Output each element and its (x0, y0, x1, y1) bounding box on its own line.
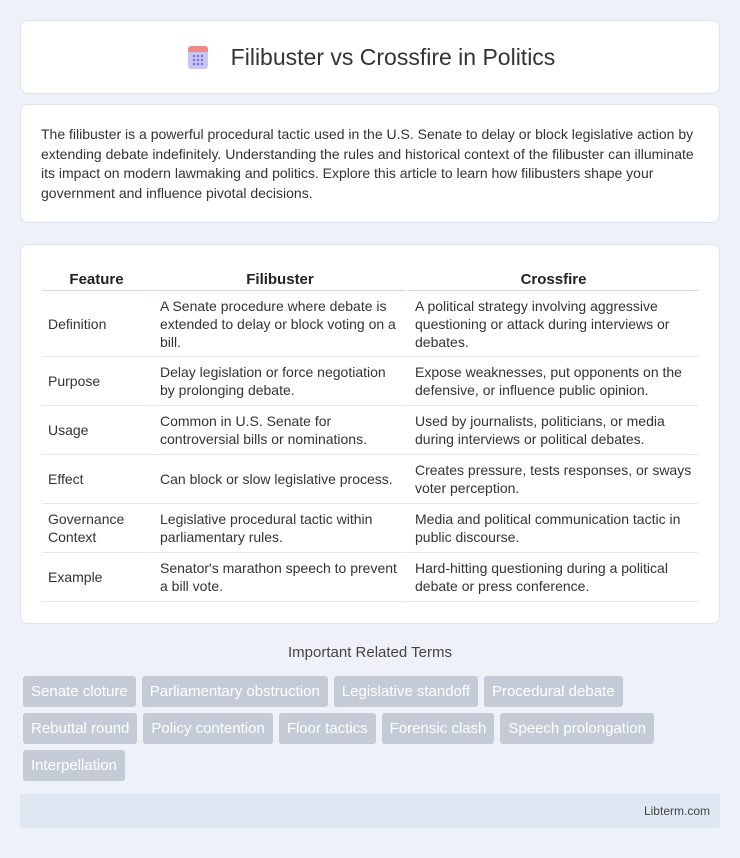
comparison-card (20, 244, 720, 624)
header-feature: Feature (42, 265, 151, 291)
row-crossfire: Hard-hitting questioning during a political debate or press conference. (406, 553, 698, 602)
comparison-table (42, 265, 698, 602)
related-term-tag[interactable]: Legislative standoff (334, 676, 478, 707)
header-card (20, 20, 720, 94)
footer (20, 794, 720, 828)
row-filibuster: Legislative procedural tactic within parliamentary rules. (151, 504, 406, 553)
row-filibuster: Can block or slow legislative process. (151, 455, 406, 504)
document-icon (185, 44, 211, 70)
related-terms-title: Important Related Terms (288, 644, 452, 661)
table-row (42, 291, 698, 357)
table-row (42, 406, 698, 455)
table-header-row (42, 265, 698, 291)
row-feature: Usage (42, 406, 151, 455)
row-crossfire: Media and political communication tactic in public discourse. (406, 504, 698, 553)
related-term-tag[interactable]: Speech prolongation (500, 713, 654, 744)
related-terms-list (23, 676, 723, 787)
table-row (42, 553, 698, 602)
title-wrap (185, 44, 556, 71)
header-crossfire: Crossfire (406, 265, 698, 291)
header-filibuster: Filibuster (151, 265, 406, 291)
table-row (42, 357, 698, 406)
row-crossfire: Expose weaknesses, put opponents on the defensive, or influence public opinion. (406, 357, 698, 406)
related-term-tag[interactable]: Policy contention (143, 713, 272, 744)
row-feature: Effect (42, 455, 151, 504)
row-feature: Purpose (42, 357, 151, 406)
table-row (42, 504, 698, 553)
row-feature: Definition (42, 291, 151, 357)
related-term-tag[interactable]: Senate cloture (23, 676, 136, 707)
related-term-tag[interactable]: Procedural debate (484, 676, 623, 707)
row-feature: Governance Context (42, 504, 151, 553)
row-filibuster: A Senate procedure where debate is extended to delay or block voting on a bill. (151, 291, 406, 357)
row-crossfire: Creates pressure, tests responses, or sways voter perception. (406, 455, 698, 504)
related-term-tag[interactable]: Interpellation (23, 750, 125, 781)
page-title: Filibuster vs Crossfire in Politics (230, 43, 556, 70)
row-filibuster: Senator's marathon speech to prevent a bill vote. (151, 553, 406, 602)
intro-card (20, 104, 720, 223)
row-filibuster: Common in U.S. Senate for controversial bills or nominations. (151, 406, 406, 455)
related-term-tag[interactable]: Floor tactics (279, 713, 376, 744)
footer-link[interactable]: Libterm.com (643, 804, 710, 818)
row-feature: Example (42, 553, 151, 602)
row-crossfire: Used by journalists, politicians, or media during interviews or political debates. (406, 406, 698, 455)
related-term-tag[interactable]: Rebuttal round (23, 713, 137, 744)
related-term-tag[interactable]: Forensic clash (382, 713, 495, 744)
intro-text: The filibuster is a powerful procedural tactic used in the U.S. Senate to delay or block legislative action by extending debate indefinitely. Understanding the rules and historical context of the filibuster can illuminate its impact on modern lawmaking and politics. Explore this article to learn how filibusters shape your government and influence pivotal decisions. (41, 126, 694, 201)
table-row (42, 455, 698, 504)
related-term-tag[interactable]: Parliamentary obstruction (142, 676, 328, 707)
row-crossfire: A political strategy involving aggressive questioning or attack during interviews or debates. (406, 291, 698, 357)
row-filibuster: Delay legislation or force negotiation by prolonging debate. (151, 357, 406, 406)
